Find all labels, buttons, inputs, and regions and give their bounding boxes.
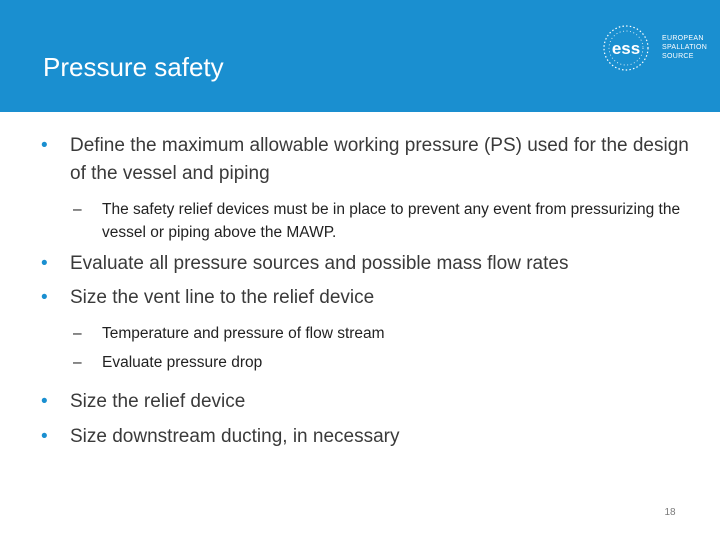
bullet-text: Define the maximum allowable working pressure (PS) used for the design of the vessel and piping [70, 135, 689, 184]
bullet-item [30, 132, 695, 188]
bullet-marker: • [41, 287, 48, 308]
dash-marker: – [73, 325, 82, 342]
logo-line: SOURCE [662, 53, 694, 60]
bullet-marker: • [41, 426, 48, 447]
bullet-marker: • [41, 135, 48, 156]
sub-bullet-text: The safety relief devices must be in place to prevent any event from pressurizing the vessel or piping above the MAWP. [102, 201, 681, 241]
logo-line: SPALLATION [662, 44, 708, 51]
bullet-item [30, 250, 695, 278]
logo-wordmark [662, 34, 707, 61]
dash-marker: – [73, 354, 82, 371]
slide-title: Pressure safety [43, 52, 224, 82]
ess-logo [594, 22, 712, 74]
logo-line: EUROPEAN [662, 35, 704, 42]
bullet-text: Size the vent line to the relief device [70, 287, 375, 308]
sub-bullet-text: Temperature and pressure of flow stream [102, 325, 385, 342]
bullet-text: Evaluate all pressure sources and possible mass flow rates [70, 253, 569, 274]
page-number: 18 [664, 507, 676, 518]
slide-header [0, 0, 720, 112]
bullet-marker: • [41, 253, 48, 274]
bullet-item [30, 284, 695, 312]
ess-logo-icon [594, 22, 658, 74]
sub-bullet-item [30, 322, 695, 345]
dash-marker: – [73, 201, 82, 218]
bullet-item [30, 388, 695, 416]
bullet-item [30, 423, 695, 451]
sub-bullet-text: Evaluate pressure drop [102, 354, 263, 371]
slide-body [30, 128, 695, 451]
sub-bullet-item [30, 198, 695, 244]
sub-bullet-item [30, 351, 695, 374]
bullet-text: Size downstream ducting, in necessary [70, 426, 400, 447]
bullet-text: Size the relief device [70, 391, 246, 412]
bullet-marker: • [41, 391, 48, 412]
ess-logo-mark: ess [611, 39, 641, 58]
